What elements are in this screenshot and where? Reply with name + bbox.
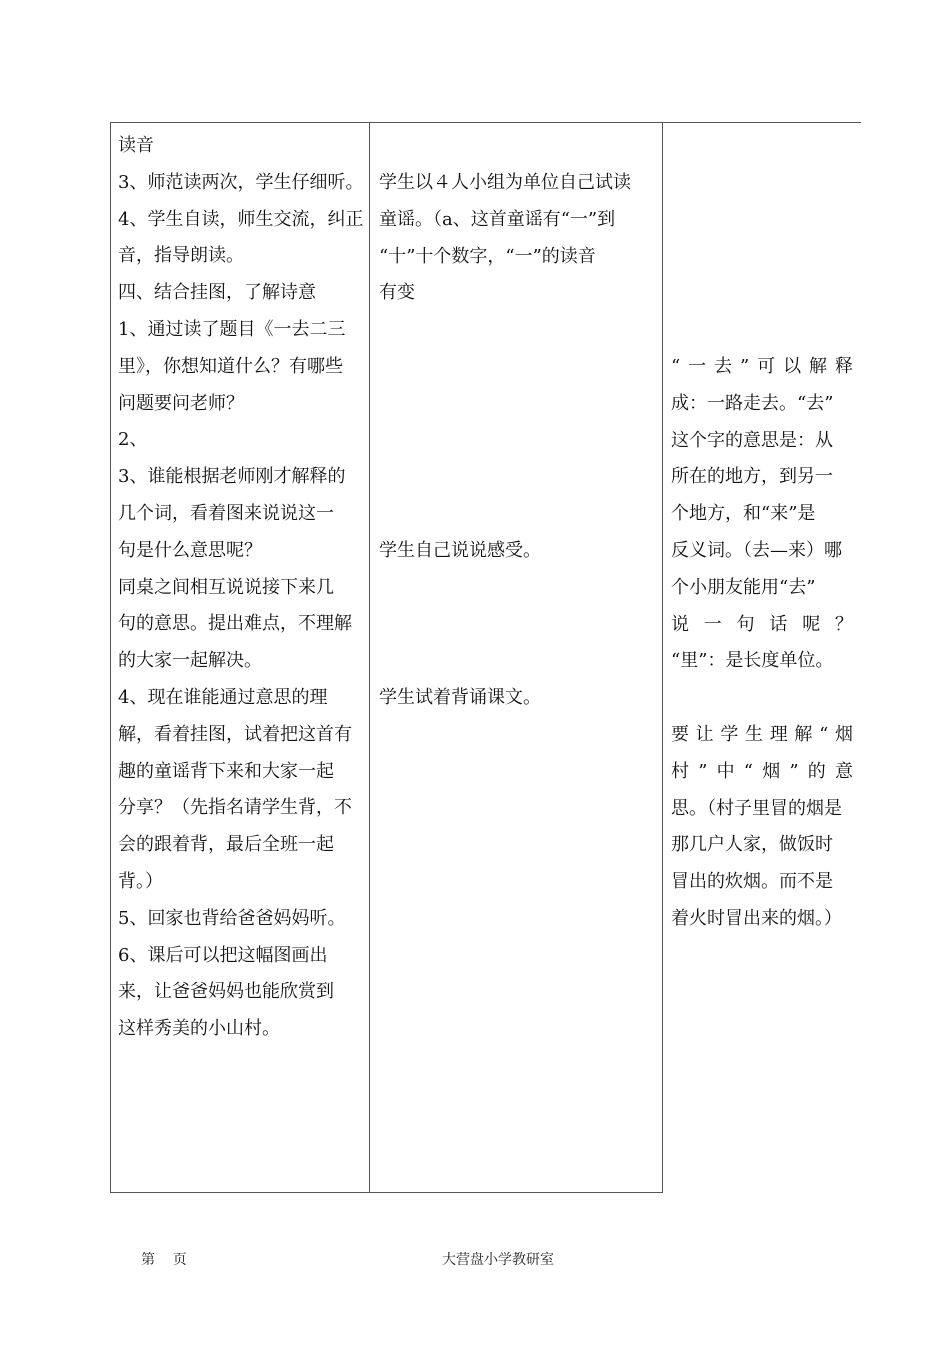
activity-line: “十”十个数字，“一”的读音 bbox=[379, 245, 596, 267]
note-line: 村”中“烟”的意 bbox=[671, 760, 853, 782]
note-line: 成：一路走去。“去” bbox=[671, 392, 834, 414]
process-line: 四、结合挂图，了解诗意 bbox=[118, 282, 316, 304]
note-line: “一去”可以解释 bbox=[671, 356, 853, 377]
note-line: 着火时冒出来的烟。） bbox=[671, 907, 842, 929]
student-activity-note-2 bbox=[379, 533, 655, 570]
process-line: 问题要问老师？ bbox=[118, 392, 244, 414]
note-line: “里”：是长度单位。 bbox=[671, 650, 834, 672]
notes-column-block-2 bbox=[671, 717, 853, 938]
process-line: 几个词，看着图来说说这一 bbox=[118, 502, 334, 524]
process-line: 5、回家也背给爸爸妈妈听。 bbox=[118, 907, 346, 929]
note-line: 要让学生理解“烟 bbox=[671, 724, 853, 745]
table-divider-1 bbox=[369, 122, 370, 1193]
process-line: 里》，你想知道什么？有哪些 bbox=[118, 355, 343, 377]
process-line: 解，看着挂图，试着把这首有 bbox=[118, 723, 352, 745]
process-line: 句的意思。提出难点，不理解 bbox=[118, 613, 352, 635]
process-line: 4、学生自读，师生交流，纠正 bbox=[118, 208, 364, 230]
process-line: 会的跟着背，最后全班一起 bbox=[118, 834, 334, 856]
process-line: 这样秀美的小山村。 bbox=[118, 1018, 280, 1040]
activity-line: 童谣。（a、这首童谣有“一”到 bbox=[379, 208, 616, 230]
notes-column-block-1 bbox=[671, 349, 853, 680]
process-line: 3、师范读两次，学生仔细听。 bbox=[118, 171, 364, 193]
student-activity-column bbox=[379, 165, 655, 312]
table-bottom-border bbox=[110, 1192, 663, 1193]
note-line: 这个字的意思是：从 bbox=[671, 429, 833, 451]
note-line: 冒出的炊烟。而不是 bbox=[671, 871, 833, 893]
note-line: 所在的地方，到另一 bbox=[671, 466, 833, 488]
activity-line: 有变 bbox=[379, 282, 415, 304]
activity-line: 学生试着背诵课文。 bbox=[379, 687, 541, 708]
table-divider-2 bbox=[662, 122, 663, 1193]
page-number-label: 第 页 bbox=[141, 1252, 187, 1268]
process-line: 趣的童谣背下来和大家一起 bbox=[118, 760, 334, 782]
note-line: 个地方，和“来”是 bbox=[671, 503, 816, 525]
process-line: 的大家一起解决。 bbox=[118, 650, 262, 672]
student-activity-note-3 bbox=[379, 680, 655, 717]
note-line: 反义词。（去—来）哪 bbox=[671, 539, 842, 561]
teaching-process-column bbox=[118, 128, 364, 1048]
process-line: 3、谁能根据老师刚才解释的 bbox=[118, 466, 346, 488]
process-line: 句是什么意思呢？ bbox=[118, 539, 262, 561]
table-left-border bbox=[110, 122, 111, 1193]
process-line: 来，让爸爸妈妈也能欣赏到 bbox=[118, 981, 334, 1003]
process-line: 分享？（先指名请学生背，不 bbox=[118, 797, 352, 819]
process-line: 1、通过读了题目《一去二三 bbox=[118, 318, 346, 340]
activity-line: 学生以４人小组为单位自己试读 bbox=[379, 172, 631, 193]
process-line: 背。） bbox=[118, 870, 163, 892]
table-top-border bbox=[110, 122, 861, 123]
note-line: 说一句话呢？ bbox=[671, 613, 853, 635]
note-line: 个小朋友能用“去” bbox=[671, 576, 816, 598]
note-line: 思。（村子里冒的烟是 bbox=[671, 797, 842, 819]
process-line: 4、现在谁能通过意思的理 bbox=[118, 686, 328, 708]
process-line: 2、 bbox=[118, 429, 148, 451]
process-line: 读音 bbox=[118, 135, 154, 156]
process-line: 6、课后可以把这幅图画出 bbox=[118, 944, 328, 966]
note-line: 那几户人家，做饭时 bbox=[671, 834, 833, 856]
process-line: 音，指导朗读。 bbox=[118, 245, 244, 267]
activity-line: 学生自己说说感受。 bbox=[379, 540, 541, 561]
process-line: 同桌之间相互说说接下来几 bbox=[118, 576, 334, 598]
footer-org-name: 大营盘小学教研室 bbox=[442, 1252, 554, 1268]
